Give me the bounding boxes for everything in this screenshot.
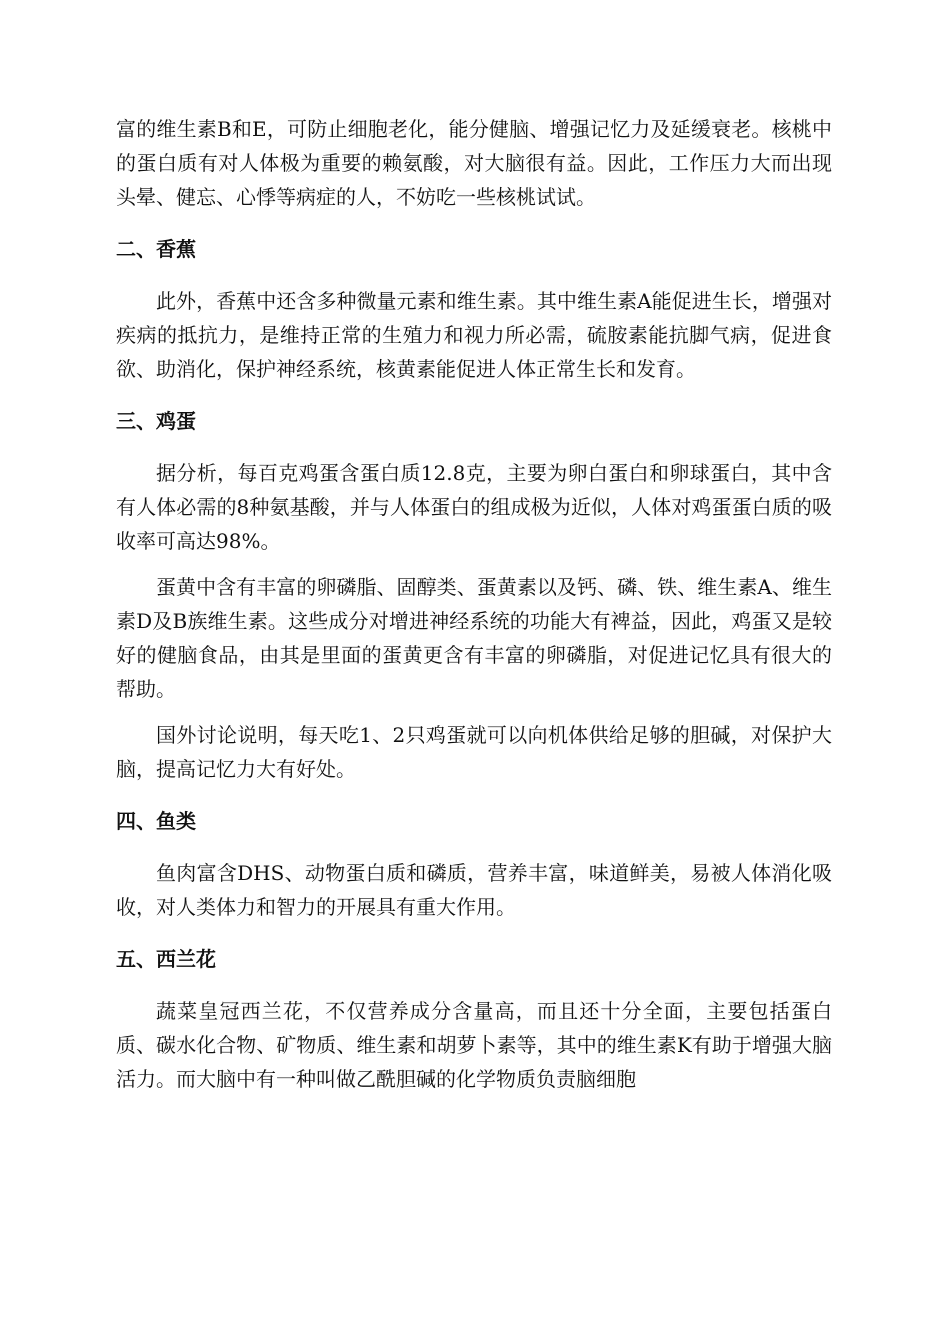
paragraph-egg-1: 据分析，每百克鸡蛋含蛋白质12.8克，主要为卵白蛋白和卵球蛋白，其中含有人体必需的8种氨基酸，并与人体蛋白的组成极为近似，人体对鸡蛋蛋白质的吸收率可高达98%。: [116, 461, 832, 553]
section-heading-egg: 三、鸡蛋: [116, 409, 196, 433]
paragraph-banana-1: 此外，香蕉中还含多种微量元素和维生素。其中维生素A能促进生长，增强对疾病的抵抗力，是维持正常的生殖力和视力所必需，硫胺素能抗脚气病，促进食欲、助消化，保护神经系统，核黄素能促进人体正常生长和发育。: [116, 289, 832, 381]
paragraph-broccoli-1: 蔬菜皇冠西兰花，不仅营养成分含量高，而且还十分全面，主要包括蛋白质、碳水化合物、矿物质、维生素和胡萝卜素等，其中的维生素K有助于增强大脑活力。而大脑中有一种叫做乙酰胆碱的化学物质负责脑细胞: [116, 999, 832, 1091]
document-body: [116, 112, 832, 1096]
intro-paragraph: 富的维生素B和E，可防止细胞老化，能分健脑、增强记忆力及延缓衰老。核桃中的蛋白质有对人体极为重要的赖氨酸，对大脑很有益。因此，工作压力大而出现头晕、健忘、心悸等病症的人，不妨吃一些核桃试试。: [116, 117, 832, 209]
section-heading-fish: 四、鱼类: [116, 809, 196, 833]
section-heading-banana: 二、香蕉: [116, 237, 196, 261]
paragraph-egg-2: 蛋黄中含有丰富的卵磷脂、固醇类、蛋黄素以及钙、磷、铁、维生素A、维生素D及B族维生素。这些成分对增进神经系统的功能大有裨益，因此，鸡蛋又是较好的健脑食品，由其是里面的蛋黄更含有丰富的卵磷脂，对促进记忆具有很大的帮助。: [116, 575, 832, 701]
section-heading-broccoli: 五、西兰花: [116, 947, 216, 971]
paragraph-egg-3: 国外讨论说明，每天吃1、2只鸡蛋就可以向机体供给足够的胆碱，对保护大脑，提高记忆力大有好处。: [116, 723, 832, 781]
paragraph-fish-1: 鱼肉富含DHS、动物蛋白质和磷质，营养丰富，味道鲜美，易被人体消化吸收，对人类体力和智力的开展具有重大作用。: [116, 861, 832, 919]
